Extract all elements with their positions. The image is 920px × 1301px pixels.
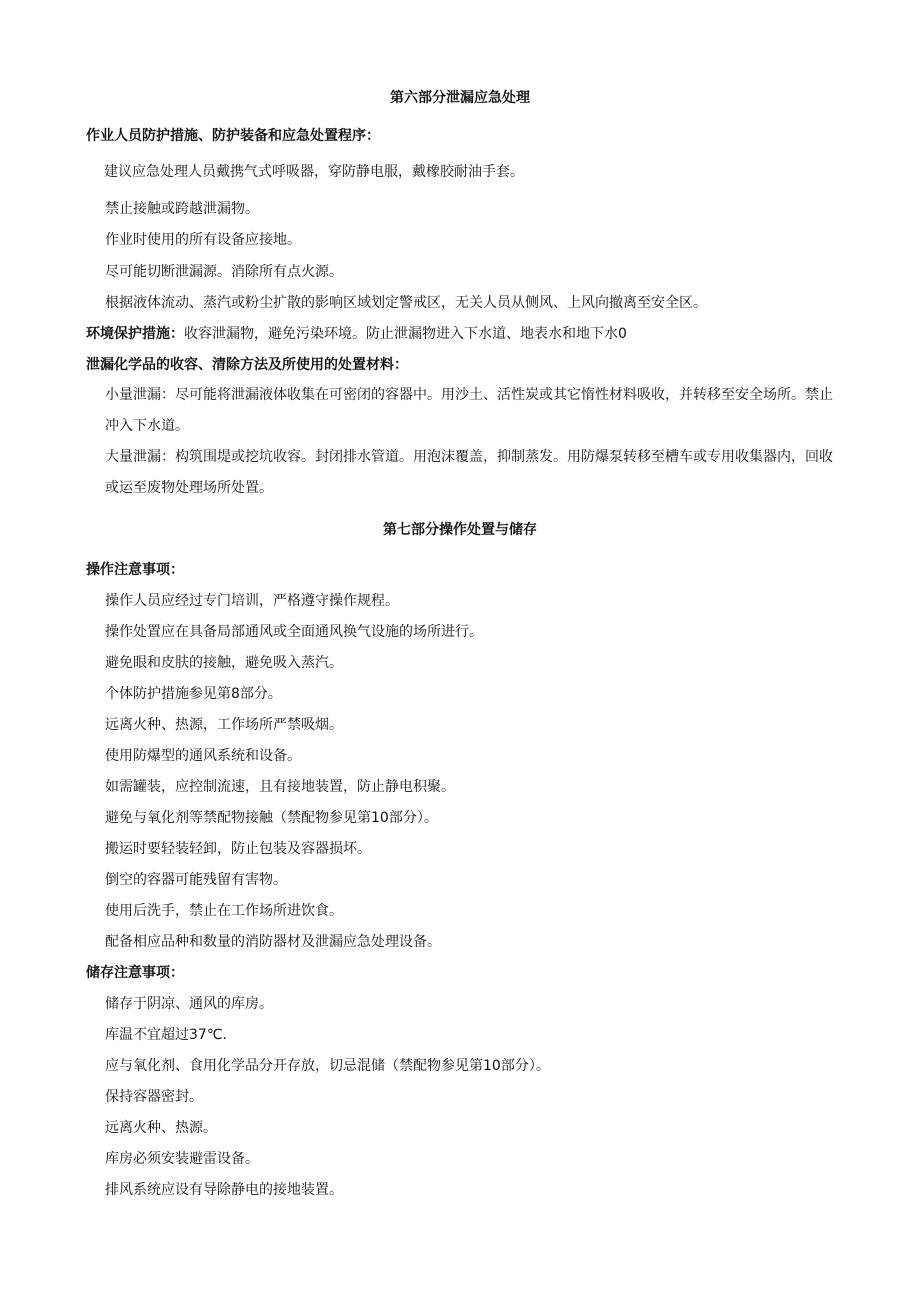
- storage-heading: 储存注意事项：: [86, 965, 184, 981]
- handling-item: 远离火种、热源，工作场所严禁吸烟。: [105, 717, 343, 733]
- storage-item: 储存于阴凉、通风的库房。: [105, 996, 273, 1012]
- storage-item: 排风系统应设有导除静电的接地装置。: [105, 1182, 343, 1198]
- personnel-item: 作业时使用的所有设备应接地。: [105, 232, 301, 248]
- section7-title: 第七部分操作处置与储存: [383, 522, 537, 538]
- handling-item: 配备相应品种和数量的消防器材及泄漏应急处理设备。: [105, 934, 441, 950]
- section6-title: 第六部分泄漏应急处理: [390, 90, 530, 106]
- handling-item: 个体防护措施参见第8部分。: [105, 686, 282, 702]
- storage-item: 库温不宜超过37℃.: [105, 1027, 227, 1043]
- handling-item: 如需罐装，应控制流速，且有接地装置，防止静电积聚。: [105, 779, 455, 795]
- env-protection-row: [86, 324, 627, 344]
- env-protection-text: 收容泄漏物，避免污染环境。防止泄漏物进入下水道、地表水和地下水0: [184, 326, 627, 342]
- storage-item: 库房必须安装避雷设备。: [105, 1151, 259, 1167]
- storage-item: 应与氧化剂、食用化学品分开存放，切忌混储（禁配物参见第10部分）。: [105, 1058, 550, 1074]
- personnel-item: 建议应急处理人员戴携气式呼吸器，穿防静电服，戴橡胶耐油手套。: [104, 164, 524, 180]
- handling-item: 避免与氧化剂等禁配物接触（禁配物参见第10部分）。: [105, 810, 438, 826]
- personnel-heading: 作业人员防护措施、防护装备和应急处置程序：: [86, 128, 380, 144]
- handling-item: 倒空的容器可能残留有害物。: [105, 872, 287, 888]
- storage-item: 远离火种、热源。: [105, 1120, 217, 1136]
- env-protection-label: 环境保护措施：: [86, 326, 184, 342]
- personnel-item: 尽可能切断泄漏源。消除所有点火源。: [105, 264, 343, 280]
- handling-item: 使用防爆型的通风系统和设备。: [105, 748, 301, 764]
- cleanup-item-small: 小量泄漏：尽可能将泄漏液体收集在可密闭的容器中。用沙土、活性炭或其它惰性材料吸收，并转移至安全场所。禁止冲入下水道。: [105, 387, 833, 434]
- handling-item: 操作人员应经过专门培训，严格遵守操作规程。: [105, 593, 399, 609]
- cleanup-item-large: 大量泄漏：构筑围堤或挖坑收容。封闭排水管道。用泡沫覆盖，抑制蒸发。用防爆泵转移至槽车或专用收集器内，回收或运至废物处理场所处置。: [105, 449, 833, 496]
- personnel-item: 禁止接触或跨越泄漏物。: [105, 201, 259, 217]
- handling-item: 使用后洗手，禁止在工作场所进饮食。: [105, 903, 343, 919]
- handling-item: 搬运时要轻装轻卸，防止包装及容器损坏。: [105, 841, 371, 857]
- storage-item: 保持容器密封。: [105, 1089, 203, 1105]
- handling-item: 操作处置应在具备局部通风或全面通风换气设施的场所进行。: [105, 624, 483, 640]
- handling-item: 避免眼和皮肤的接触，避免吸入蒸汽。: [105, 655, 343, 671]
- personnel-item: 根据液体流动、蒸汽或粉尘扩散的影响区域划定警戒区，无关人员从侧风、上风向撤离至安全区。: [105, 295, 707, 311]
- handling-heading: 操作注意事项：: [86, 562, 184, 578]
- cleanup-heading: 泄漏化学品的收容、清除方法及所使用的处置材料：: [86, 357, 408, 373]
